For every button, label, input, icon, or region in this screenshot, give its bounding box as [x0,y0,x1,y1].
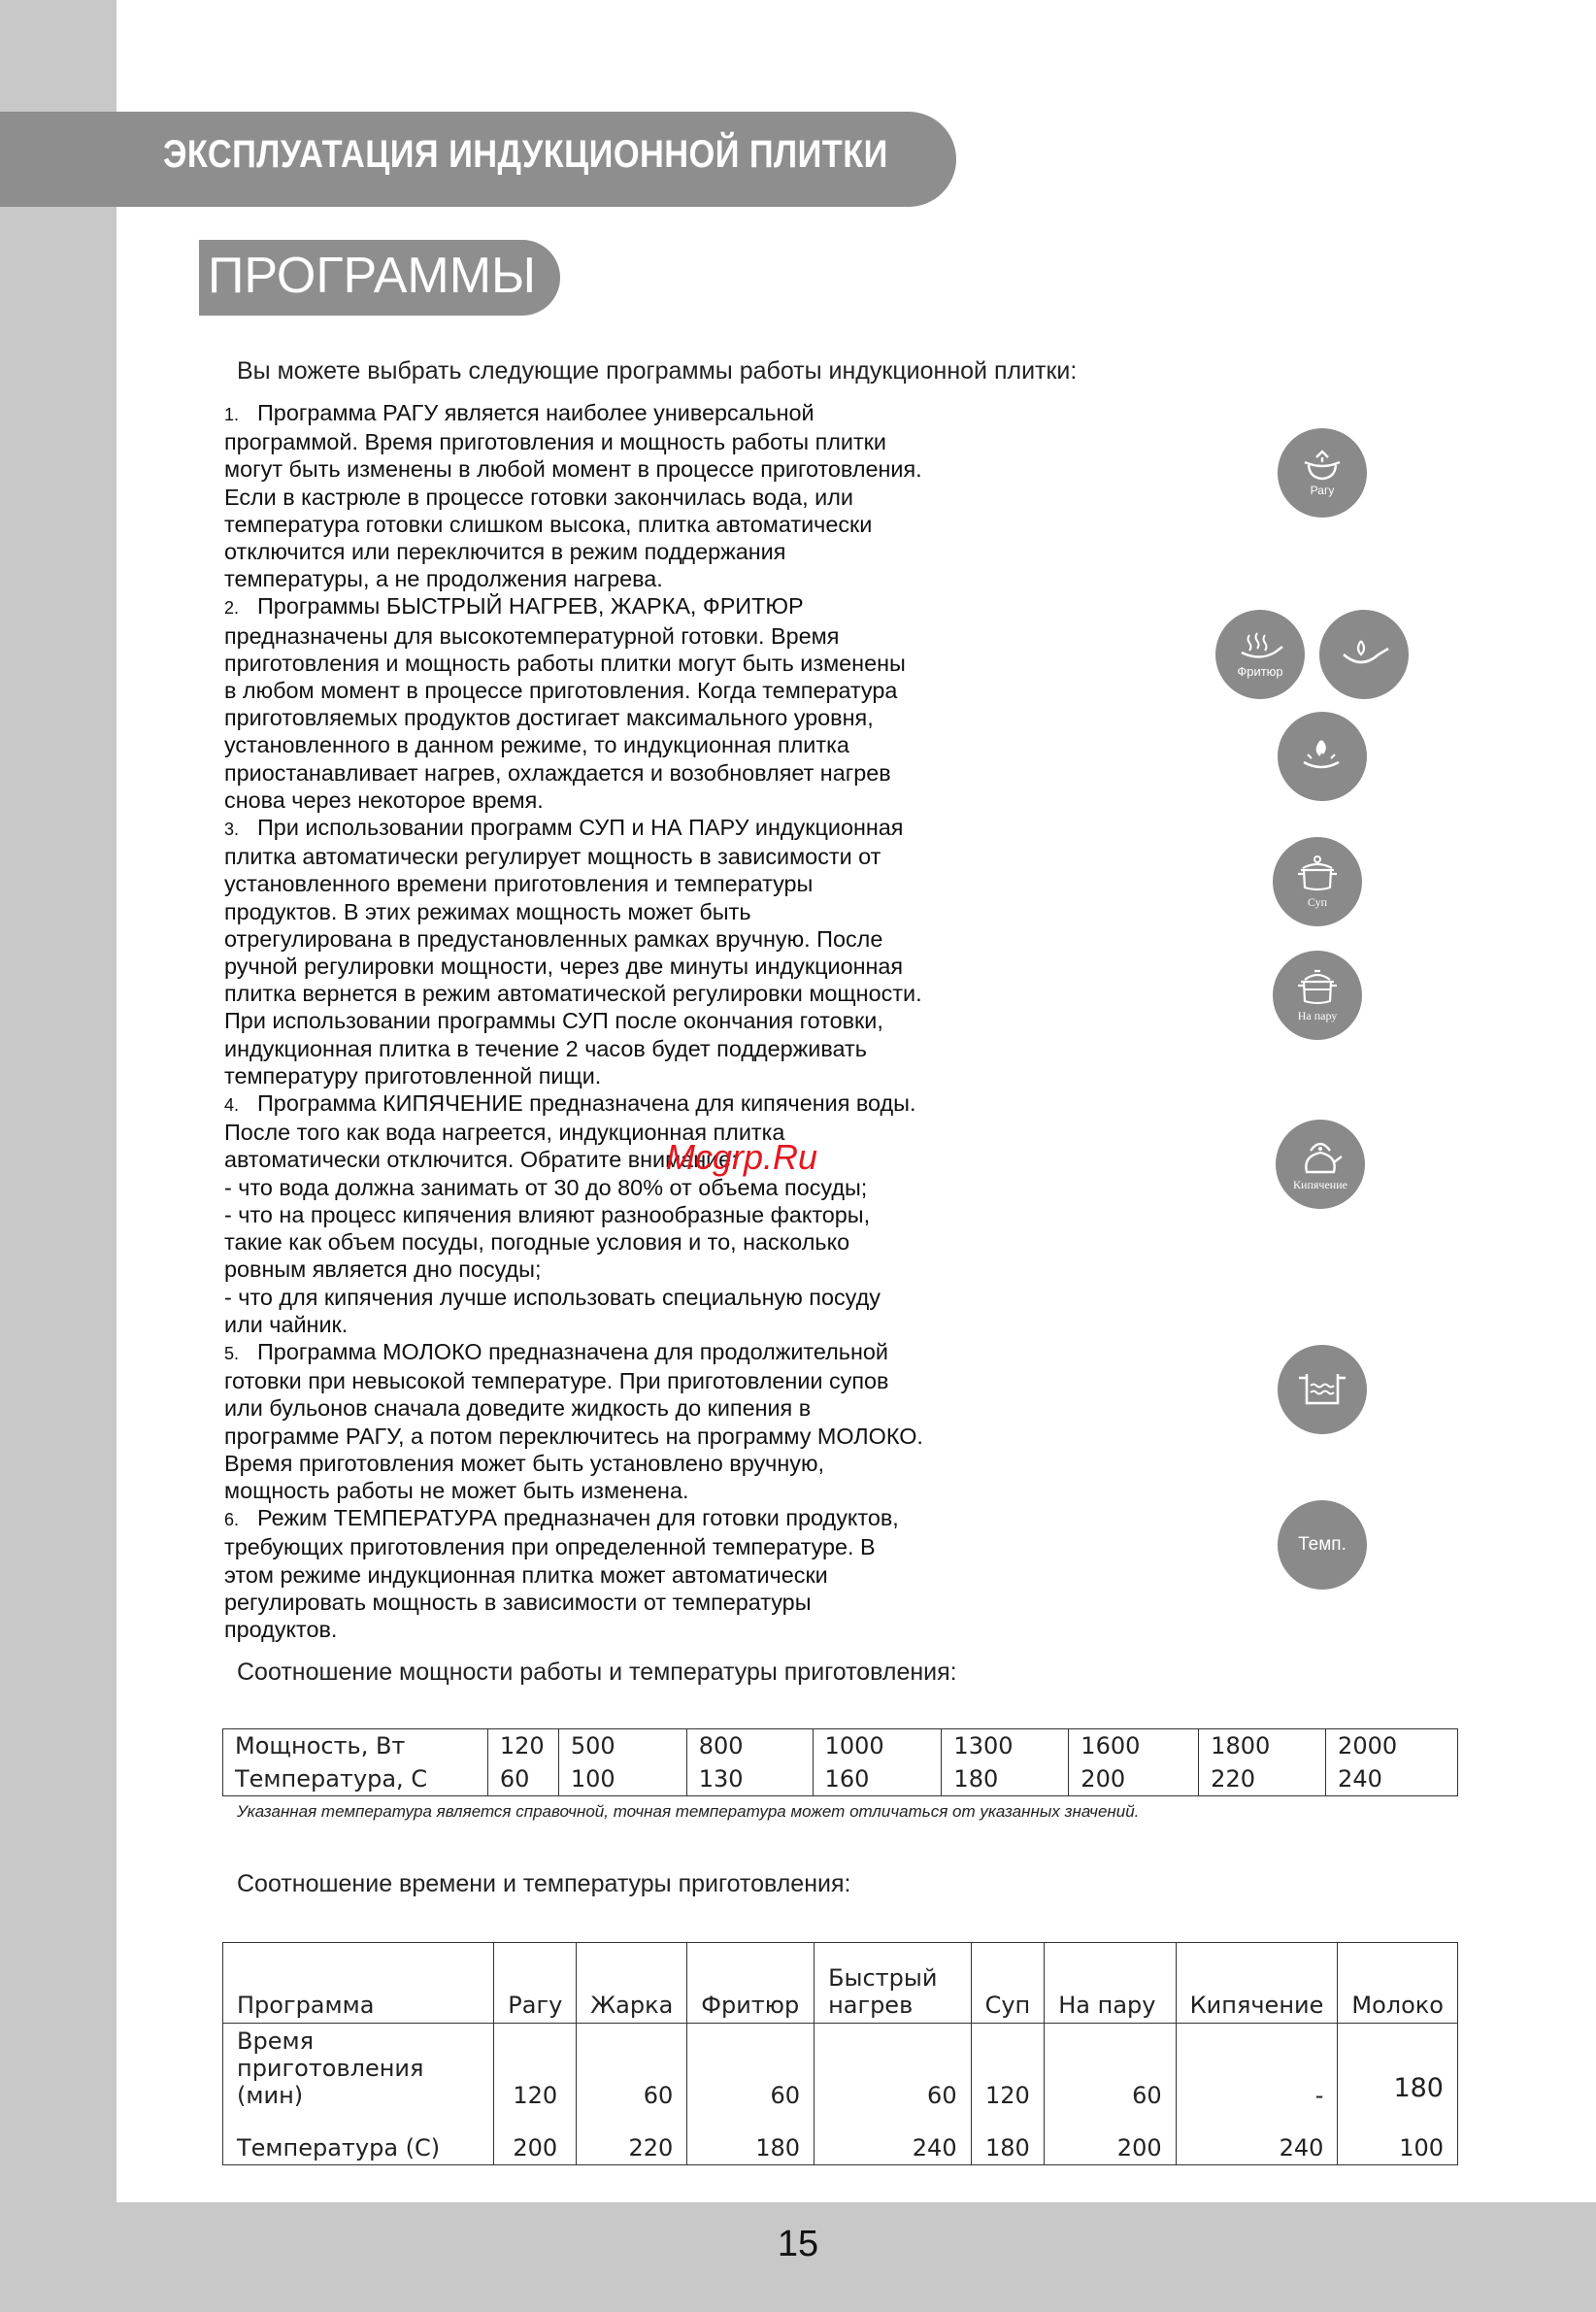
program-text-line [224,1367,1040,1394]
time-cell: 60 [577,2024,687,2112]
program-text-line [224,1201,1040,1228]
program-text-line [224,622,1040,650]
temperature-icon [1278,1500,1367,1590]
program-text-line [224,1256,1040,1283]
line-text: в любом момент в процессе приготовления. Когда температура [224,678,898,704]
section-title: ПРОГРАММЫ [208,248,537,304]
power-temperature-table [222,1728,1458,1796]
temperature-row [223,2111,1458,2165]
program-text-line [224,731,1040,758]
frying-basket-icon [1236,631,1284,662]
program-text-line [224,1450,1040,1477]
program-text-line [224,565,1040,592]
time-cell: 60 [1045,2024,1176,2112]
line-text: При использовании программы СУП после окончания готовки, [224,1008,883,1034]
program-text-line [224,1533,1040,1560]
program-text-line [224,1394,1040,1422]
program-text-line [224,704,1040,731]
power-cell: 2000 [1326,1729,1458,1763]
list-number: 1. [224,405,240,424]
line-text: плитка вернется в режим автоматической регулировки мощности. [224,981,922,1007]
temperature-cell: 160 [813,1762,942,1796]
line-text: Время приготовления может быть установлено вручную, [224,1450,824,1476]
kettle-icon [1297,1137,1344,1176]
temp-cell: 200 [494,2111,577,2165]
program-text-line [224,1174,1040,1201]
line-text: установленного в данном режиме, то индукционная плитка [224,732,849,758]
program-text-line [224,650,1040,677]
program-text-line [224,1228,1040,1256]
line-text: отрегулирована в предустановленных рамках вручную. После [224,925,883,952]
list-number: 3. [224,820,240,840]
pan-with-flame-icon [1338,635,1390,674]
line-text: готовки при невысокой температуре. При приготовлении супов [224,1368,889,1394]
power-row-label: Мощность, Вт [223,1729,488,1763]
line-text: Режим ТЕМПЕРАТУРА предназначен для готовки продуктов, [257,1505,899,1531]
program-text-line [224,1589,1040,1616]
line-text: приготовления и мощность работы плитки могут быть изменены [224,650,906,676]
program-text-line [224,677,1040,704]
program-text-line [224,1146,1040,1173]
fast-heat-icon [1278,712,1367,801]
line-text: При использовании программ СУП и НА ПАРУ индукционная [257,815,904,841]
time-cell: 180 [1338,2024,1458,2112]
ragu-label: Рагу [1310,484,1335,497]
program-text-line [224,1477,1040,1504]
program-text-line [224,1119,1040,1146]
program-text-line [224,511,1040,538]
temperature-cell: 60 [487,1762,558,1796]
list-number: 5. [224,1343,240,1363]
program-text-line [224,1561,1040,1589]
line-text: или бульонов сначала доведите жидкость до кипения в [224,1395,812,1422]
line-text: Программа МОЛОКО предназначена для продолжительной [257,1338,888,1364]
line-text: программой. Время приготовления и мощность работы плитки [224,429,886,455]
power-cell: 1000 [813,1729,942,1763]
temperature-cell: 200 [1069,1762,1199,1796]
line-text: - что для кипячения лучше использовать специальную посуду [224,1284,881,1310]
time-cell: 60 [687,2024,815,2112]
list-number: 2. [224,598,240,619]
program-text-line [224,399,1040,428]
power-cell: 800 [686,1729,813,1763]
temp-cell: 240 [1176,2111,1338,2165]
intro-text: Вы можете выбрать следующие программы работы индукционной плитки: [237,357,1078,385]
line-text: снова через некоторое время. [224,787,544,813]
boil-icon [1276,1120,1365,1209]
time-temperature-table [222,1942,1458,2165]
time-table-caption: Соотношение времени и температуры приготовления: [237,1870,851,1897]
steamer-pot-icon [1295,968,1340,1007]
left-gray-strip [0,0,116,2202]
line-text: отключится или переключится в режим поддержания [224,539,786,565]
program-text-line [224,759,1040,787]
header-milk: Молоко [1338,1943,1458,2024]
boil-label: Кипячение [1293,1177,1347,1191]
temp-row-label: Температура (С) [223,2111,494,2165]
list-number: 6. [224,1510,240,1530]
header-fast-heat [815,1943,972,2024]
line-text: Программы БЫСТРЫЙ НАГРЕВ, ЖАРКА, ФРИТЮР [257,593,804,620]
temperature-cell: 130 [686,1762,813,1796]
line-text: установленного времени приготовления и температуры [224,871,814,897]
temp-cell: 240 [815,2111,972,2165]
power-cell: 500 [558,1729,686,1763]
program-text-line [224,870,1040,897]
line-text: температура готовки слишком высока, плитка автоматически [224,511,873,537]
line-text: температуры, а не продолжения нагрева. [224,566,663,592]
time-label-line2: приготовления (мин) [237,2055,424,2109]
temp-cell: 180 [687,2111,815,2165]
program-text-line [224,1423,1040,1450]
temperature-cell: 100 [558,1762,686,1796]
time-cell: 120 [494,2024,577,2112]
header-soup: Суп [971,1943,1045,2024]
line-text: приостанавливает нагрев, охлаждается и возобновляет нагрев [224,759,891,786]
program-text-line [224,1616,1040,1643]
program-text-line [224,925,1040,953]
temperature-row-label: Температура, С [223,1762,488,1796]
line-text: индукционная плитка в течение 2 часов будет поддерживать [224,1035,867,1061]
line-text: требующих приготовления при определенной температуре. В [224,1534,876,1560]
header-boil: Кипячение [1176,1943,1338,2024]
temperature-cell: 240 [1326,1762,1458,1796]
line-text: автоматически отключится. Обратите внимание: [224,1147,738,1173]
soup-icon [1273,837,1362,926]
flame-over-pan-icon [1296,737,1348,776]
line-text: Программа КИПЯЧЕНИЕ предназначена для кипячения воды. [257,1090,916,1117]
line-text: После того как вода нагреется, индукционная плитка [224,1120,785,1146]
power-cell: 1800 [1199,1729,1326,1763]
line-text: ручной регулировки мощности, через две минуты индукционная [224,954,904,980]
program-text-line [224,980,1040,1007]
program-text-line [224,843,1040,870]
power-table-caption: Соотношение мощности работы и температуры приготовления: [237,1659,957,1686]
programs-description [224,399,1040,1643]
line-text: Если в кастрюле в процессе готовки закончилась вода, или [224,484,853,510]
program-text-line [224,814,1040,843]
temperature-cell: 220 [1199,1762,1326,1796]
time-row-label [223,2024,494,2112]
program-text-line [224,1338,1040,1367]
line-text: мощность работы не может быть изменена. [224,1477,689,1503]
pot-with-lid-icon [1301,449,1344,482]
line-text: Программа РАГУ является наиболее универсальной [257,400,815,425]
program-text-line [224,1062,1040,1089]
line-text: ровным является дно посуды; [224,1257,542,1283]
line-text: могут быть изменены в любой момент в процессе приготовления. [224,456,922,483]
program-text-line [224,1007,1040,1034]
program-text-line [224,898,1040,925]
line-text: регулировать мощность в зависимости от температуры [224,1589,812,1615]
program-text-line [224,787,1040,814]
page-number: 15 [777,2224,819,2264]
steam-icon [1273,951,1362,1040]
temperature-cell: 180 [942,1762,1069,1796]
fryer-icon [1215,610,1305,699]
program-text-line [224,455,1040,483]
header-program: Программа [223,1943,494,2024]
time-cell: 60 [815,2024,972,2112]
line-text: программе РАГУ, а потом переключитесь на программу МОЛОКО. [224,1423,923,1449]
program-text-line [224,592,1040,621]
program-text-line [224,428,1040,455]
soup-label: Суп [1307,894,1328,909]
line-text: предназначены для высокотемпературной готовки. Время [224,622,840,649]
line-text: - что на процесс кипячения влияют разнообразные факторы, [224,1201,871,1227]
temp-cell: 200 [1045,2111,1176,2165]
header-steam: На пару [1045,1943,1176,2024]
power-cell: 1600 [1069,1729,1199,1763]
line-text: температуру приготовленной пищи. [224,1062,602,1089]
program-text-line [224,1504,1040,1533]
temp-cell: 220 [577,2111,687,2165]
soup-pot-icon [1295,854,1340,893]
program-text-line [224,1035,1040,1062]
time-row [223,2024,1458,2112]
ragu-icon [1278,428,1367,518]
steam-label: На пару [1297,1008,1338,1022]
line-text: продуктов. В этих режимах мощность может быть [224,898,751,924]
line-text: приготовляемых продуктов достигает максимального уровня, [224,705,874,731]
header-ragu: Рагу [494,1943,577,2024]
program-text-line [224,953,1040,980]
fryer-label: Фритюр [1237,663,1283,679]
power-table-footnote: Указанная температура является справочной, точная температура может отличаться от указанных значений. [237,1802,1140,1821]
temp-cell: 100 [1338,2111,1458,2165]
list-number: 4. [224,1095,240,1116]
milk-pot-icon [1295,1370,1349,1409]
time-label-line1: Время [237,2027,315,2055]
program-text-line [224,484,1040,511]
line-text: продуктов. [224,1616,338,1642]
line-text: такие как объем посуды, погодные условия и то, насколько [224,1229,850,1256]
header-fast-heat-line1: Быстрый [828,1964,938,1992]
power-row [223,1729,1458,1763]
line-text: - что вода должна занимать от 30 до 80% от объема посуды; [224,1174,868,1200]
milk-icon [1278,1345,1367,1434]
header-zharka: Жарка [577,1943,687,2024]
header-title: ЭКСПЛУАТАЦИЯ ИНДУКЦИОННОЙ ПЛИТКИ [163,133,888,176]
temperature-row [223,1762,1458,1796]
line-text: плитка автоматически регулирует мощность в зависимости от [224,844,881,870]
line-text: или чайник. [224,1311,349,1337]
program-text-line [224,1284,1040,1311]
program-text-line [224,538,1040,565]
line-text: этом режиме индукционная плитка может автоматически [224,1561,828,1588]
program-text-line [224,1089,1040,1119]
time-table-header [223,1943,1458,2024]
header-fritur: Фритюр [687,1943,815,2024]
header-fast-heat-line2: нагрев [828,1992,914,2019]
power-cell: 120 [487,1729,558,1763]
time-cell: 120 [971,2024,1045,2112]
program-text-line [224,1311,1040,1338]
watermark: Mcgrp.Ru [666,1137,818,1177]
temp-cell: 180 [971,2111,1045,2165]
time-cell: - [1176,2024,1338,2112]
temperature-label: Темп. [1298,1534,1347,1555]
power-cell: 1300 [942,1729,1069,1763]
frying-pan-icon [1319,610,1409,699]
